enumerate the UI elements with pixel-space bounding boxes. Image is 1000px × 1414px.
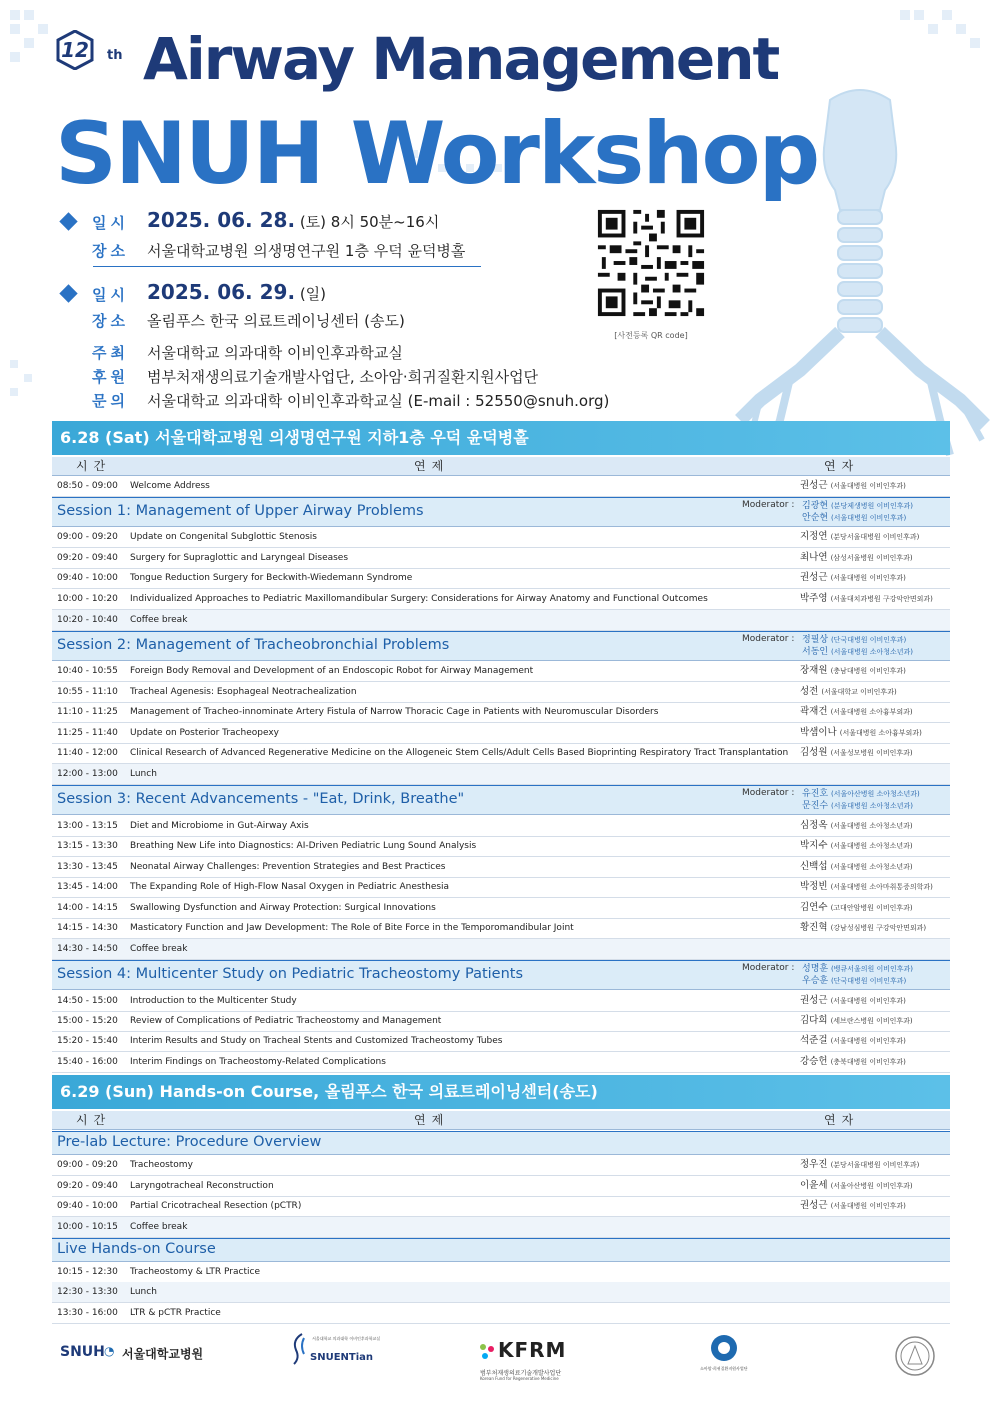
row-time: 11:40 - 12:00 — [57, 748, 118, 758]
row-time: 15:20 - 15:40 — [57, 1036, 118, 1046]
row-time: 10:55 - 11:10 — [57, 687, 118, 697]
row-title: Interim Findings on Tracheostomy-Related Complications — [130, 1057, 386, 1067]
registration-qr-code[interactable] — [594, 206, 708, 320]
row-time: 12:30 - 13:30 — [57, 1287, 118, 1297]
row-speaker: 김다희 (세브란스병원 이비인후과) — [800, 1015, 913, 1026]
row-time: 12:00 - 13:00 — [57, 769, 118, 779]
pediatric-cancer-rare-disease-logo: 소아암·희귀질환지원사업단 — [700, 1330, 750, 1390]
row-title: Update on Posterior Tracheopexy — [130, 728, 279, 738]
table-row — [52, 723, 950, 744]
edition-suffix: th — [107, 48, 123, 63]
table-row — [52, 991, 950, 1012]
row-time: 10:00 - 10:20 — [57, 594, 118, 604]
row-speaker: 최나연 (삼성서울병원 이비인후과) — [800, 552, 913, 563]
row-title: Coffee break — [130, 944, 188, 954]
row-title: Foreign Body Removal and Development of an Endoscopic Robot for Airway Management — [130, 666, 534, 676]
day2-date-value: 2025. 06. 29. (일) — [147, 280, 327, 304]
row-title: Tracheostomy & LTR Practice — [130, 1267, 260, 1277]
row-title: Review of Complications of Pediatric Tracheostomy and Management — [130, 1016, 442, 1026]
row-speaker: 박정빈 (서울대병원 소아마취통증의학과) — [800, 881, 933, 892]
moderators: 성명훈 (뱅큐서울의원 이비인후과) 우승훈 (단국대병원 이비인후과) — [802, 964, 914, 986]
moderators: 유진호 (서울아산병원 소아청소년과) 문진수 (서울대병원 소아청소년과) — [802, 789, 920, 811]
host-label: 주최 — [92, 344, 129, 362]
day1-date-value: 2025. 06. 28. (토) 8시 50분~16시 — [147, 208, 440, 232]
row-speaker: 황진혁 (강남성심병원 구강악안면외과) — [800, 922, 927, 933]
kfrm-logo: KFRM 범부처재생의료기술개발사업단 Korean Fund for Regenerative Medicine — [480, 1338, 567, 1381]
break-row — [52, 1217, 950, 1238]
contact-label: 문의 — [92, 392, 129, 410]
row-time: 13:30 - 16:00 — [57, 1308, 118, 1318]
row-title: LTR & pCTR Practice — [130, 1308, 221, 1318]
day1-column-headers — [52, 457, 950, 476]
table-row — [52, 816, 950, 837]
table-row — [52, 682, 950, 703]
row-title: Partial Cricotracheal Resection (pCTR) — [130, 1201, 302, 1211]
row-title: Coffee break — [130, 615, 188, 625]
row-title: Tracheal Agenesis: Esophageal Neotrachealization — [130, 687, 357, 697]
live-course-title: Live Hands-on Course — [52, 1238, 950, 1262]
row-time: 15:40 - 16:00 — [57, 1057, 118, 1067]
row-title: Masticatory Function and Jaw Development: The Role of Bite Force in the Temporomandibular Joint — [130, 923, 574, 933]
host-value: 서울대학교 의과대학 이비인후과학교실 — [147, 344, 403, 362]
moderators: 정필상 (단국대병원 이비인후과) 서동인 (서울대병원 소아청소년과) — [802, 635, 914, 657]
table-row — [52, 898, 950, 919]
row-time: 09:00 - 09:20 — [57, 532, 118, 542]
table-row: 08:50 - 09:00 Welcome Address 권성근 (서울대병원 이비인후과) — [52, 476, 950, 497]
row-title: Management of Tracheo-innominate Artery Fistula of Narrow Thoracic Cage in Patients with Neuromuscular Disorders — [130, 707, 659, 717]
sponsor-value: 범부처재생의료기술개발사업단, 소아암·희귀질환지원사업단 — [147, 368, 539, 386]
row-title: Interim Results and Study on Tracheal Stents and Customized Tracheostomy Tubes — [130, 1036, 503, 1046]
row-title: Diet and Microbiome in Gut-Airway Axis — [130, 821, 309, 831]
moderator-label: Moderator : — [742, 634, 795, 644]
table-row — [52, 568, 950, 589]
sponsor-label: 후원 — [92, 368, 129, 386]
program-schedule — [52, 421, 950, 1324]
row-speaker: 박샘이나 (서울대병원 소아흉부외과) — [800, 727, 922, 738]
row-speaker: 정우진 (분당서울대병원 이비인후과) — [800, 1159, 920, 1170]
session-title: Session 3: Recent Advancements - "Eat, Drink, Breathe" — [57, 791, 465, 807]
row-time: 10:15 - 12:30 — [57, 1267, 118, 1277]
table-row — [52, 1262, 950, 1283]
row-title: Tongue Reduction Surgery for Beckwith-Wiedemann Syndrome — [130, 573, 413, 583]
day2-header: 6.29 (Sun) Hands-on Course, 올림푸스 한국 의료트레이닝센터(송도) — [52, 1075, 950, 1109]
row-title: Clinical Research of Advanced Regenerative Medicine on the Allogeneic Stem Cells/Adult Cells Based Bioprinting Respiratory Tract Transplantation — [130, 748, 789, 758]
col-speaker: 연자 — [824, 459, 860, 473]
row-speaker: 석준걸 (서울대병원 이비인후과) — [800, 1035, 906, 1046]
row-time: 14:30 - 14:50 — [57, 944, 118, 954]
prelab-title: Pre-lab Lecture: Procedure Overview — [52, 1131, 950, 1155]
table-row — [52, 589, 950, 610]
contact-value: 서울대학교 의과대학 이비인후과학교실 (E-mail : 52550@snuh.org) — [147, 392, 610, 410]
row-speaker: 이윤세 (서울아산병원 이비인후과) — [800, 1180, 913, 1191]
day1-date-label: 일시 — [92, 214, 129, 232]
row-title: Lunch — [130, 769, 157, 779]
title-line-2: SNUH Workshop — [55, 104, 819, 204]
session-title: Session 1: Management of Upper Airway Problems — [57, 503, 424, 519]
table-row — [52, 836, 950, 857]
row-speaker: 권성근 (서울대병원 이비인후과) — [800, 572, 906, 583]
row-title: Lunch — [130, 1287, 157, 1297]
break-row — [52, 764, 950, 785]
row-time: 10:20 - 10:40 — [57, 615, 118, 625]
table-row — [52, 1011, 950, 1032]
row-speaker: 성전 (서울대학교 이비인후과) — [800, 686, 897, 697]
row-speaker: 김연수 (고대안암병원 이비인후과) — [800, 902, 913, 913]
session-1-header — [52, 497, 950, 527]
row-speaker: 강승헌 (충북대병원 이비인후과) — [800, 1056, 906, 1067]
break-row — [52, 610, 950, 631]
row-time: 13:00 - 13:15 — [57, 821, 118, 831]
row-title: Introduction to the Multicenter Study — [130, 996, 297, 1006]
title-line-1: Airway Management — [143, 25, 779, 93]
row-time: 09:40 - 10:00 — [57, 573, 118, 583]
table-row — [52, 661, 950, 682]
row-speaker: 심정옥 (서울대병원 소아청소년과) — [800, 820, 913, 831]
table-row — [52, 743, 950, 764]
row-title: Surgery for Supraglottic and Laryngeal Diseases — [130, 553, 349, 563]
table-row — [52, 548, 950, 569]
day1-header: 6.28 (Sat) 서울대학교병원 의생명연구원 지하1층 우덕 윤덕병홀 — [52, 421, 950, 455]
session-2-header — [52, 631, 950, 661]
row-speaker: 박주영 (서울대치과병원 구강악안면외과) — [800, 593, 933, 604]
row-time: 14:50 - 15:00 — [57, 996, 118, 1006]
table-row — [52, 1303, 950, 1324]
row-time: 13:45 - 14:00 — [57, 882, 118, 892]
row-time: 09:00 - 09:20 — [57, 1160, 118, 1170]
row-speaker: 곽재건 (서울대병원 소아흉부외과) — [800, 706, 913, 717]
row-time: 14:15 - 14:30 — [57, 923, 118, 933]
footer-logos — [0, 1330, 1000, 1390]
day2-place-label: 장소 — [92, 312, 129, 330]
row-time: 09:20 - 09:40 — [57, 1181, 118, 1191]
table-row — [52, 1196, 950, 1217]
snuentian-logo: 서울대학교 의과대학 이비인후과학교실 SNUENTian — [290, 1330, 380, 1390]
snuh-logo: SNUH ◔ 서울대학교병원 — [60, 1344, 204, 1361]
row-title: Coffee break — [130, 1222, 188, 1232]
row-speaker: 장재원 (충남대병원 이비인후과) — [800, 665, 906, 676]
row-title: Neonatal Airway Challenges: Prevention Strategies and Best Practices — [130, 862, 446, 872]
row-time: 09:20 - 09:40 — [57, 553, 118, 563]
day2-column-headers — [52, 1111, 950, 1130]
row-title: The Expanding Role of High-Flow Nasal Oxygen in Pediatric Anesthesia — [130, 882, 450, 892]
row-speaker: 박지수 (서울대병원 소아청소년과) — [800, 840, 913, 851]
row-speaker: 지정연 (분당서울대병원 이비인후과) — [800, 531, 920, 542]
table-row — [52, 857, 950, 878]
col-topic: 연제 — [414, 1113, 450, 1127]
info-divider — [93, 266, 481, 267]
day1-place-label: 장소 — [92, 242, 129, 260]
session-3-header — [52, 785, 950, 815]
table-row — [52, 1155, 950, 1176]
row-title: Tracheostomy — [130, 1160, 193, 1170]
row-speaker: 신백섭 (서울대병원 소아청소년과) — [800, 861, 913, 872]
table-row — [52, 527, 950, 548]
qr-caption: [사전등록 QR code] — [614, 331, 688, 340]
col-topic: 연제 — [414, 459, 450, 473]
table-row — [52, 1176, 950, 1197]
col-speaker: 연자 — [824, 1113, 860, 1127]
row-time: 11:10 - 11:25 — [57, 707, 118, 717]
row-time: 14:00 - 14:15 — [57, 903, 118, 913]
row-time: 13:30 - 13:45 — [57, 862, 118, 872]
edition-badge — [55, 30, 123, 70]
table-row — [52, 877, 950, 898]
row-title: Individualized Approaches to Pediatric Maxillomandibular Surgery: Considerations for Airway Anatomy and Functional Outcomes — [130, 594, 708, 604]
session-title: Session 2: Management of Tracheobronchial Problems — [57, 637, 450, 653]
break-row — [52, 1282, 950, 1303]
row-speaker: 김성원 (서울성모병원 이비인후과) — [800, 747, 913, 758]
row-title: Breathing New Life into Diagnostics: AI-Driven Pediatric Lung Sound Analysis — [130, 841, 477, 851]
session-4-header — [52, 960, 950, 990]
edition-number: 12 — [61, 38, 89, 62]
table-row — [52, 1052, 950, 1073]
row-time: 10:00 - 10:15 — [57, 1222, 118, 1232]
moderators: 김광현 (분당제생병원 이비인후과) 안순현 (서울대병원 이비인후과) — [802, 501, 914, 523]
row-time: 09:40 - 10:00 — [57, 1201, 118, 1211]
row-time: 11:25 - 11:40 — [57, 728, 118, 738]
row-title: Update on Congenital Subglottic Stenosis — [130, 532, 317, 542]
table-row — [52, 1031, 950, 1052]
table-row — [52, 918, 950, 939]
col-time: 시간 — [76, 1113, 112, 1127]
day2-date-label: 일시 — [92, 286, 129, 304]
row-speaker: 권성근 (서울대병원 이비인후과) — [800, 995, 906, 1006]
row-title: Swallowing Dysfunction and Airway Protection: Surgical Innovations — [130, 903, 436, 913]
break-row — [52, 939, 950, 960]
session-title: Session 4: Multicenter Study on Pediatric Tracheostomy Patients — [57, 966, 524, 982]
row-time: 15:00 - 15:20 — [57, 1016, 118, 1026]
moderator-label: Moderator : — [742, 788, 795, 798]
table-row — [52, 702, 950, 723]
row-title: Laryngotracheal Reconstruction — [130, 1181, 274, 1191]
moderator-label: Moderator : — [742, 963, 795, 973]
col-time: 시간 — [76, 459, 112, 473]
row-time: 10:40 - 10:55 — [57, 666, 118, 676]
university-seal — [895, 1330, 939, 1390]
row-speaker: 권성근 (서울대병원 이비인후과) — [800, 1200, 906, 1211]
day2-place-value: 올림푸스 한국 의료트레이닝센터 (송도) — [147, 312, 405, 330]
moderator-label: Moderator : — [742, 500, 795, 510]
row-time: 13:15 - 13:30 — [57, 841, 118, 851]
day1-place-value: 서울대학교병원 의생명연구원 1층 우덕 윤덕병홀 — [147, 242, 466, 260]
